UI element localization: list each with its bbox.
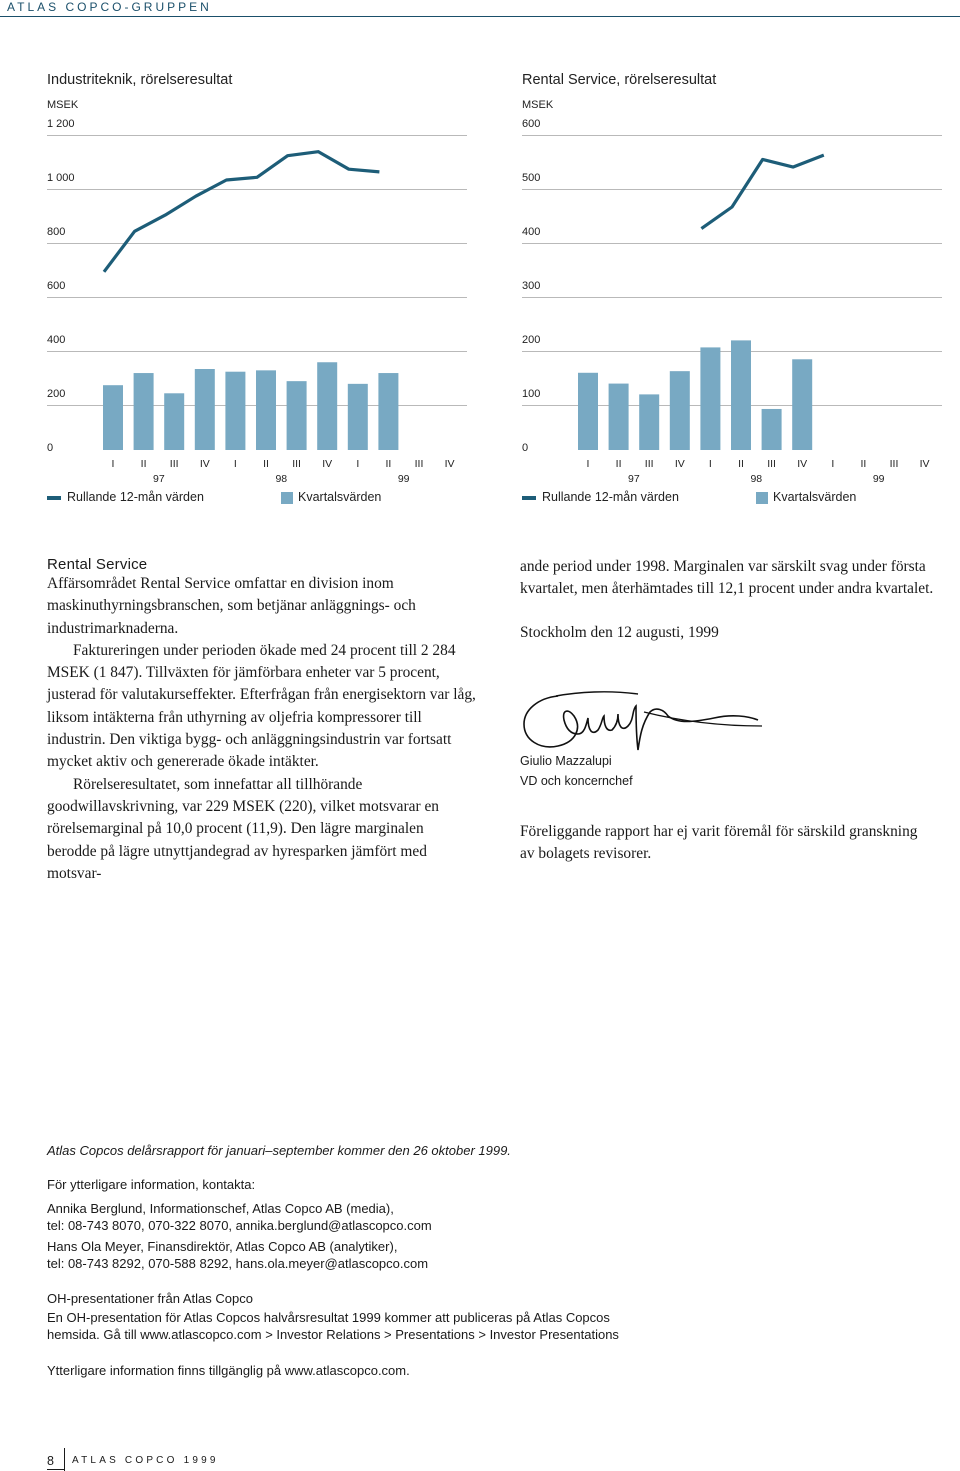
bar <box>700 347 720 450</box>
bar <box>639 394 659 450</box>
legend-bar-swatch <box>756 492 768 504</box>
x-tick-label: I <box>233 458 237 470</box>
year-label: 97 <box>153 473 165 485</box>
x-tick-label: I <box>831 458 835 470</box>
x-tick-label: IV <box>199 458 210 470</box>
x-tick-label: I <box>356 458 360 470</box>
bar <box>225 372 245 450</box>
legend-label: Kvartalsvärden <box>298 490 382 504</box>
y-tick-label: 200 <box>47 388 66 400</box>
paragraph-3: Rörelseresultatet, som innefattar all tillhörande goodwillavskrivning, var 229 MSEK (220), vilket motsvarar en rörelsemarginal på 10,0 procent (11,9). Den lägre marginalen berodde på lägre utnyttjandegrad av hyresparken jämfört med motsvar- <box>47 775 439 882</box>
year-label: 98 <box>750 473 763 485</box>
x-tick-label: II <box>738 458 744 470</box>
y-tick-label: 0 <box>522 442 529 454</box>
plot-area <box>522 70 942 510</box>
x-tick-label: II <box>263 458 269 470</box>
article-right-column <box>520 556 940 644</box>
year-label: 99 <box>872 473 885 485</box>
legend-label: Rullande 12-mån värden <box>67 490 204 504</box>
x-tick-label: III <box>169 458 179 470</box>
chart-title: Rental Service, rörelseresultat <box>522 72 717 88</box>
bar <box>348 384 368 450</box>
footer-text: ATLAS COPCO 1999 <box>72 1455 219 1466</box>
x-tick-label: II <box>860 458 867 470</box>
legend-line-swatch <box>522 496 536 500</box>
x-tick-label: IV <box>444 458 455 470</box>
bar <box>762 409 782 450</box>
footer-divider <box>64 1448 65 1471</box>
series-line <box>104 152 379 272</box>
y-tick-label: 400 <box>47 334 66 346</box>
signer-name: Giulio Mazzalupi <box>520 754 612 768</box>
bar <box>578 373 598 450</box>
bar <box>195 369 215 450</box>
next-report-note: Atlas Copcos delårsrapport för januari–september kommer den 26 oktober 1999. <box>47 1143 511 1158</box>
y-tick-label: 200 <box>522 334 541 346</box>
plot-area <box>47 70 467 510</box>
x-tick-label: III <box>767 458 776 470</box>
bar <box>317 362 337 450</box>
x-tick-label: III <box>292 458 301 470</box>
x-tick-label: I <box>111 458 115 470</box>
y-tick-label: 300 <box>522 280 541 292</box>
bar <box>670 371 690 450</box>
bar <box>287 381 307 450</box>
series-line <box>701 155 823 228</box>
more-info-label: För ytterligare information, kontakta: <box>47 1177 256 1193</box>
y-tick-label: 600 <box>47 280 66 292</box>
paragraph-1: Affärsområdet Rental Service omfattar en division inom maskinuthyrningsbranschen, som betjänar anläggnings- och industrimarknaderna. <box>47 575 416 637</box>
bar <box>256 370 276 450</box>
y-tick-label: 400 <box>522 226 541 238</box>
y-tick-label: 600 <box>522 118 541 130</box>
bar <box>164 393 184 450</box>
signer-title: VD och koncernchef <box>520 774 633 788</box>
section-heading: Rental Service <box>47 556 148 573</box>
header-rule <box>0 16 960 17</box>
legend-label: Kvartalsvärden <box>773 490 857 504</box>
paragraph-4: ande period under 1998. Marginalen var särskilt svag under första kvartalet, men återhämtades till 12,1 procent under andra kvartalet. <box>520 558 934 598</box>
x-tick-label: II <box>140 458 147 470</box>
legend-label: Rullande 12-mån värden <box>542 490 679 504</box>
y-tick-label: 0 <box>47 442 54 454</box>
y-tick-label: 500 <box>522 172 541 184</box>
year-label: 97 <box>628 473 640 485</box>
review-note: Föreliggande rapport har ej varit föremål för särskild granskning av bolagets revisorer. <box>520 823 918 863</box>
bar <box>103 385 123 450</box>
y-tick-label: 1 000 <box>47 172 75 184</box>
contact-2-phone: tel: 08-743 8292, 070-588 8292, hans.ola.meyer@atlascopco.com <box>47 1256 429 1272</box>
x-tick-label: I <box>586 458 590 470</box>
y-axis-unit: MSEK <box>522 99 554 111</box>
bar <box>609 384 629 450</box>
oh-heading: OH-presentationer från Atlas Copco <box>47 1290 253 1306</box>
x-tick-label: II <box>385 458 392 470</box>
x-tick-label: IV <box>674 458 685 470</box>
paragraph-2: Faktureringen under perioden ökade med 24 procent till 2 284 MSEK (1 847). Tillväxten för jämförbara enheter var 5 procent, justerad för valutakurseffekter. Efterfrågan från energisektorn var låg, liksom intäkterna från uthyrning av oljefria kompressorer till industrin. Den viktiga bygg- och anläggningsindustrin var fortsatt mycket aktiv och genererade ökade intäkter. <box>47 641 476 771</box>
footer-rule <box>47 1469 64 1470</box>
x-tick-label: II <box>615 458 622 470</box>
chart-industriteknik <box>47 70 467 510</box>
more-available: Ytterligare information finns tillgänglig på www.atlascopco.com. <box>47 1362 410 1378</box>
article-left-column <box>47 556 477 885</box>
oh-text: En OH-presentation för Atlas Copcos halvårsresultat 1999 kommer att publiceras på Atlas Copcos hemsida. Gå till www.atlascopco.com > Investor Relations > Presentations > Investor Presentations <box>47 1310 619 1343</box>
x-tick-label: III <box>889 458 899 470</box>
chart-title: Industriteknik, rörelseresultat <box>47 72 233 88</box>
bar <box>792 359 812 450</box>
y-tick-label: 100 <box>522 388 541 400</box>
x-tick-label: I <box>708 458 712 470</box>
place-date: Stockholm den 12 augusti, 1999 <box>520 623 719 641</box>
legend-bar-swatch <box>281 492 293 504</box>
x-tick-label: III <box>414 458 424 470</box>
page-number: 8 <box>47 1454 54 1468</box>
contact-1-phone: tel: 08-743 8070, 070-322 8070, annika.berglund@atlascopco.com <box>47 1217 432 1233</box>
bar <box>731 340 751 450</box>
x-tick-label: IV <box>919 458 930 470</box>
y-tick-label: 1 200 <box>47 118 75 130</box>
x-tick-label: III <box>644 458 654 470</box>
contact-block <box>47 1142 627 1379</box>
bar <box>134 373 154 450</box>
contact-1-name: Annika Berglund, Informationschef, Atlas Copco AB (media), <box>47 1200 394 1216</box>
bar <box>378 373 398 450</box>
y-tick-label: 800 <box>47 226 66 238</box>
running-header: ATLAS COPCO-GRUPPEN <box>7 0 212 14</box>
chart-rental-service <box>522 70 942 510</box>
x-tick-label: IV <box>322 458 333 470</box>
signature-image <box>518 688 768 758</box>
year-label: 99 <box>397 473 410 485</box>
legend-line-swatch <box>47 496 61 500</box>
year-label: 98 <box>275 473 288 485</box>
contact-2-name: Hans Ola Meyer, Finansdirektör, Atlas Copco AB (analytiker), <box>47 1239 398 1255</box>
y-axis-unit: MSEK <box>47 99 79 111</box>
x-tick-label: IV <box>797 458 808 470</box>
